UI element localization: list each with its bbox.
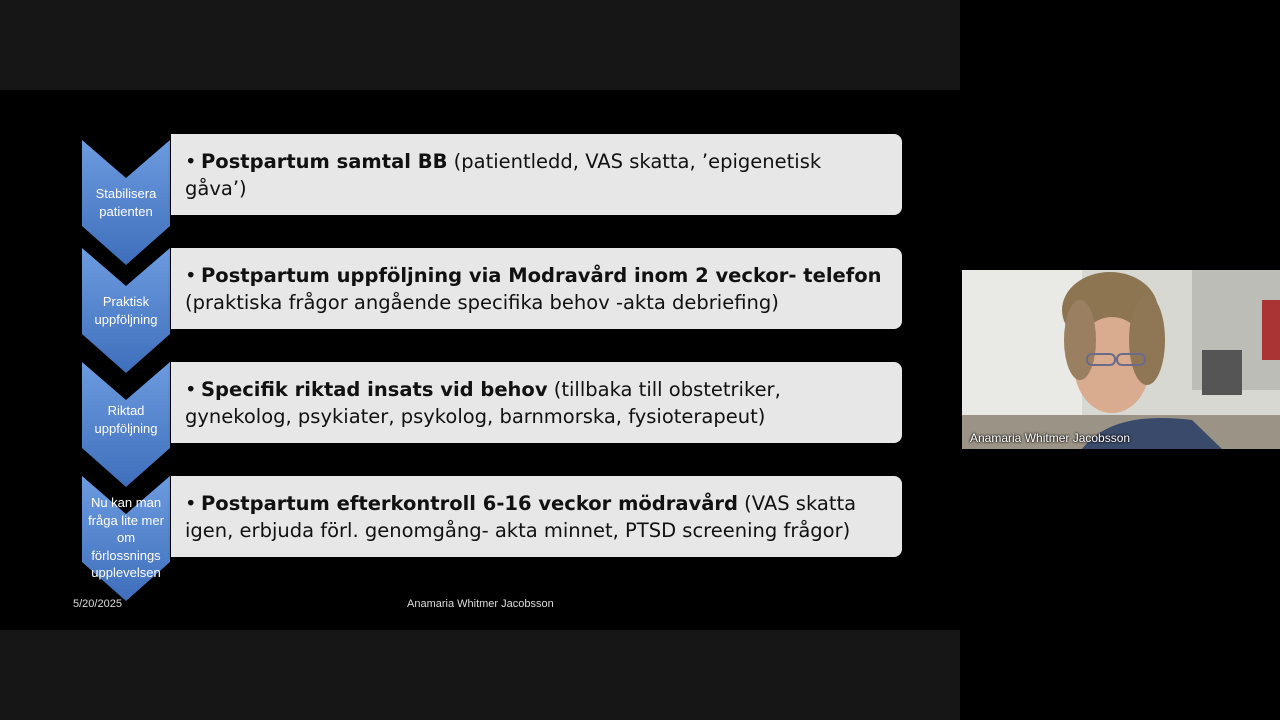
step-title: Postpartum efterkontroll 6-16 veckor mödravård <box>201 491 738 515</box>
participant-video-tile[interactable] <box>962 270 1280 449</box>
step-box-4 <box>171 476 902 557</box>
participant-video-frame <box>962 270 1280 449</box>
slide-footer-author: Anamaria Whitmer Jacobsson <box>407 598 554 610</box>
bullet-icon: • <box>185 263 197 287</box>
chevron-label-2: Praktisk uppföljning <box>94 294 158 327</box>
step-detail: (praktiska frågor angående specifika behov -akta debriefing) <box>185 290 779 314</box>
step-title: Postpartum samtal BB <box>201 149 448 173</box>
bullet-icon: • <box>185 491 197 515</box>
top-letterbox <box>0 0 960 90</box>
step-box-3 <box>171 362 902 443</box>
bottom-letterbox <box>0 630 960 720</box>
bullet-icon: • <box>185 377 197 401</box>
step-title: Specifik riktad insats vid behov <box>201 377 548 401</box>
step-title: Postpartum uppföljning via Modravård inom 2 veckor- telefon <box>201 263 882 287</box>
participant-name: Anamaria Whitmer Jacobsson <box>970 431 1131 445</box>
step-box-1 <box>171 134 902 215</box>
step-box-2 <box>171 248 902 329</box>
bullet-icon: • <box>185 149 197 173</box>
step-detail: (tillbaka till obstetriker, gynekolog, psykiater, psykolog, barnmorska, fysioterapeut) <box>185 377 781 428</box>
step-detail: (VAS skatta igen, erbjuda förl. genomgång- akta minnet, PTSD screening frågor) <box>185 491 857 542</box>
step-detail: (patientledd, VAS skatta, ’epigenetisk gåva’) <box>185 149 822 200</box>
chevron-label-1: Stabilisera patienten <box>95 186 157 219</box>
slide-footer-date: 5/20/2025 <box>73 598 122 610</box>
shared-slide <box>0 90 960 630</box>
chevron-label-4: Nu kan man fråga lite mer om förlossnings upplevelsen <box>88 495 164 580</box>
chevron-label-3: Riktad uppföljning <box>94 403 158 436</box>
